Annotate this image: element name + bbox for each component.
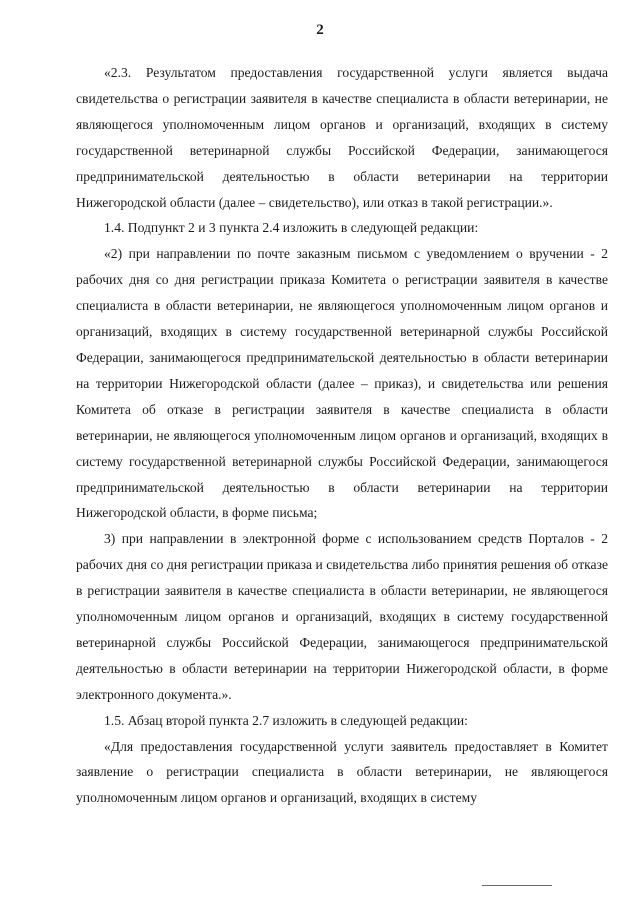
paragraph-1-5-heading: 1.5. Абзац второй пункта 2.7 изложить в следующей редакции: bbox=[104, 712, 468, 728]
paragraph-2-3-result: «2.3. Результатом предоставления государственной услуги является выдача свидетельства о регистрации заявителя в качестве специалиста в области ветеринарии, не являющегося уполномоченным лицом органов и организаций, входящих в систему государственной ветеринарной службы Российской Федерации, занимающегося предпринимательской деятельностью в области ветеринарии на территории Нижегородской области (далее – свидетельство), или отказ в такой регистрации.». bbox=[76, 65, 608, 210]
paragraph-2-7-text: «Для предоставления государственной услуги заявитель предоставляет в Комитет заявление о регистрации специалиста в области ветеринарии, не являющегося уполномоченным лицом органов и организаций, входящих в систему bbox=[76, 738, 608, 806]
paragraph-1-4-heading: 1.4. Подпункт 2 и 3 пункта 2.4 изложить в следующей редакции: bbox=[104, 220, 479, 236]
paragraph-subitem-2-mail: «2) при направлении по почте заказным письмом с уведомлением о вручении - 2 рабочих дня со дня регистрации приказа Комитета о регистрации заявителя в качестве специалиста в области ветеринарии, не являющегося уполномоченным лицом органов и организаций, входящих в систему государственной ветеринарной службы Российской Федерации, занимающегося предпринимательской деятельностью в области ветеринарии на территории Нижегородской области (далее – приказ), и свидетельства или решения Комитета об отказе в регистрации заявителя в качестве специалиста в области ветеринарии, не являющегося уполномоченным лицом органов и организаций, входящих в систему государственной ветеринарной службы Российской Федерации, занимающегося предпринимательской деятельностью в области ветеринарии на территории Нижегородской области, в форме письма; bbox=[76, 246, 608, 521]
page-number: 2 bbox=[316, 22, 324, 38]
document-body bbox=[76, 60, 608, 811]
paragraph-subitem-3-electronic: 3) при направлении в электронной форме с использованием средств Порталов - 2 рабочих дня со дня регистрации приказа и свидетельства либо принятия решения об отказе в регистрации заявителя в качестве специалиста в области ветеринарии, не являющегося уполномоченным лицом органов и организаций, входящих в систему государственной ветеринарной службы Российской Федерации, занимающегося предпринимательской деятельностью в области ветеринарии на территории Нижегородской области, в форме электронного документа.». bbox=[76, 531, 608, 702]
footer-rule bbox=[482, 885, 552, 886]
